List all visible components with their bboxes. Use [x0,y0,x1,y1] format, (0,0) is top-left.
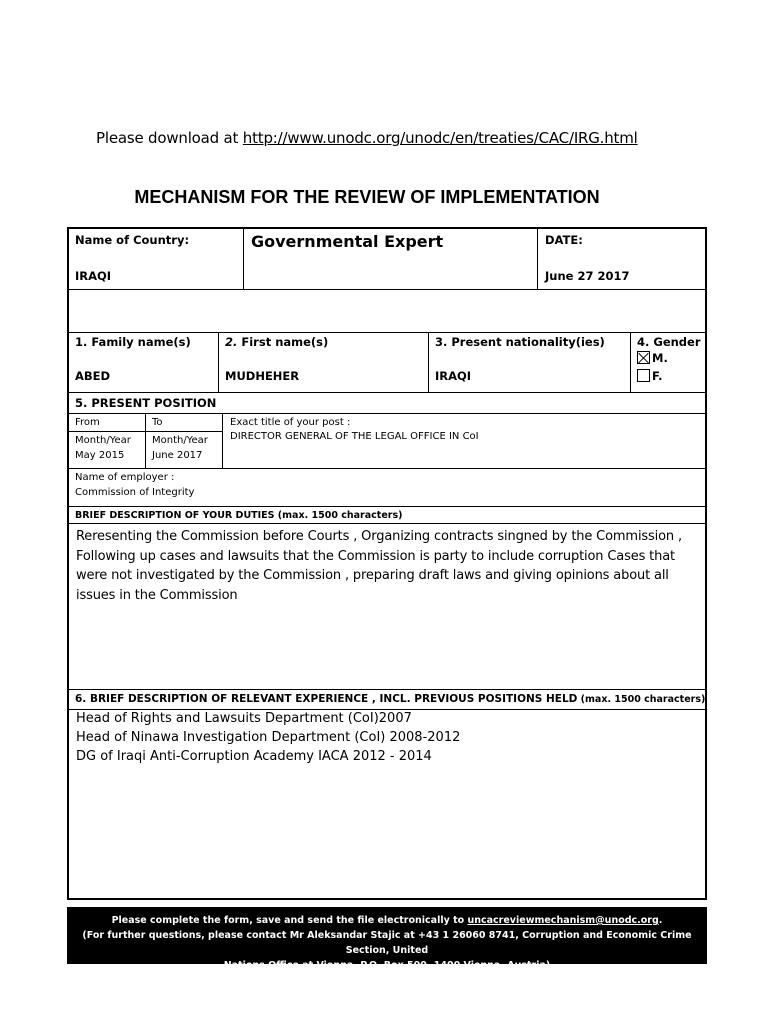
from-label: From [75,417,100,428]
first-name-value[interactable]: MUDHEHER [225,369,300,383]
gender-label: 4. Gender [637,335,701,349]
page-title: MECHANISM FOR THE REVIEW OF IMPLEMENTATION [134,187,600,207]
first-name-number: 2. [225,335,238,349]
date-label: DATE: [545,233,583,247]
position-header-divider [68,413,706,414]
family-name-value[interactable]: ABED [75,369,111,383]
gender-f-label: F. [652,369,663,383]
experience-line-1[interactable]: Head of Rights and Lawsuits Department (CoI)2007 [76,711,412,726]
experience-label [75,693,705,705]
family-name-label: 1. Family name(s) [75,335,191,349]
expert-label: Governmental Expert [251,232,444,251]
employer-label: Name of employer : [75,472,175,483]
employer-divider [68,468,706,469]
duties-label-bottom [68,523,706,524]
from-value-line1[interactable]: Month/Year [75,435,131,446]
footer-email-link[interactable]: uncacreviewmechanism@unodc.org [467,915,659,926]
experience-line-2[interactable]: Head of Ninawa Investigation Department (CoI) 2008-2012 [76,730,461,745]
download-link[interactable]: http://www.unodc.org/unodc/en/treaties/CAC/IRG.html [242,129,638,147]
experience-label-top [68,689,706,690]
nationality-value[interactable]: IRAQI [435,369,472,383]
experience-label-text: 6. BRIEF DESCRIPTION OF RELEVANT EXPERIENCE , INCL. PREVIOUS POSITIONS HELD [75,693,578,705]
gender-f-checkbox[interactable] [637,369,650,382]
duties-label: BRIEF DESCRIPTION OF YOUR DUTIES (max. 1500 characters) [75,510,403,521]
first-name-label [225,335,328,349]
row1-col-divider-1 [243,229,244,289]
post-title-label: Exact title of your post : [230,417,351,428]
footer-line-1 [67,913,707,928]
row1-col-divider-2 [537,229,538,289]
date-value[interactable]: June 27 2017 [545,269,630,283]
download-prefix: Please download at [96,129,243,147]
to-value-line2[interactable]: June 2017 [152,450,203,461]
footer-line-3: Nations Office at Vienna, P.O. Box 500, 1400 Vienna, Austria) [223,960,551,971]
to-value-line1[interactable]: Month/Year [152,435,208,446]
gender-m-checkbox[interactable] [637,351,650,364]
row3-divider [68,392,706,393]
experience-label-bottom [68,709,706,710]
present-position-label: 5. PRESENT POSITION [75,396,217,410]
experience-line-3[interactable]: DG of Iraqi Anti-Corruption Academy IACA 2012 - 2014 [76,749,432,764]
row2-col-divider-2 [428,332,429,392]
dates-col-divider-1 [145,413,146,468]
footer-banner [67,907,707,971]
to-label: To [152,417,163,428]
dates-col-divider-2 [222,413,223,468]
footer-suffix: . [658,915,663,926]
duties-text[interactable]: Reresenting the Commission before Courts , Organizing contracts singned by the Commission , Following up cases and lawsuits that the Commission is party to include corruption Cases that were not investigated by the Commission , preparing draft laws and giving opinions about all issues in the Commission [76,529,682,603]
row1-divider [68,289,706,290]
country-label: Name of Country: [75,233,190,247]
download-line [96,129,638,147]
row2-col-divider-3 [630,332,631,392]
experience-label-suffix: (max. 1500 characters) [577,694,706,705]
footer-prefix: Please complete the form, save and send the file electronically to [111,915,468,926]
post-title-value[interactable]: DIRECTOR GENERAL OF THE LEGAL OFFICE IN CoI [230,431,479,442]
footer-line-2: (For further questions, please contact Mr Aleksandar Stajic at +43 1 26060 8741, Corruption and Economic Crime Section, United [82,930,692,956]
gender-m-label: M. [652,351,668,365]
duties-label-top [68,506,706,507]
row2-divider [68,332,706,333]
row2-col-divider-1 [218,332,219,392]
nationality-label: 3. Present nationality(ies) [435,335,605,349]
first-name-text: First name(s) [237,335,329,349]
employer-value[interactable]: Commission of Integrity [75,487,195,498]
country-value[interactable]: IRAQI [75,269,112,283]
from-value-line2[interactable]: May 2015 [75,450,125,461]
